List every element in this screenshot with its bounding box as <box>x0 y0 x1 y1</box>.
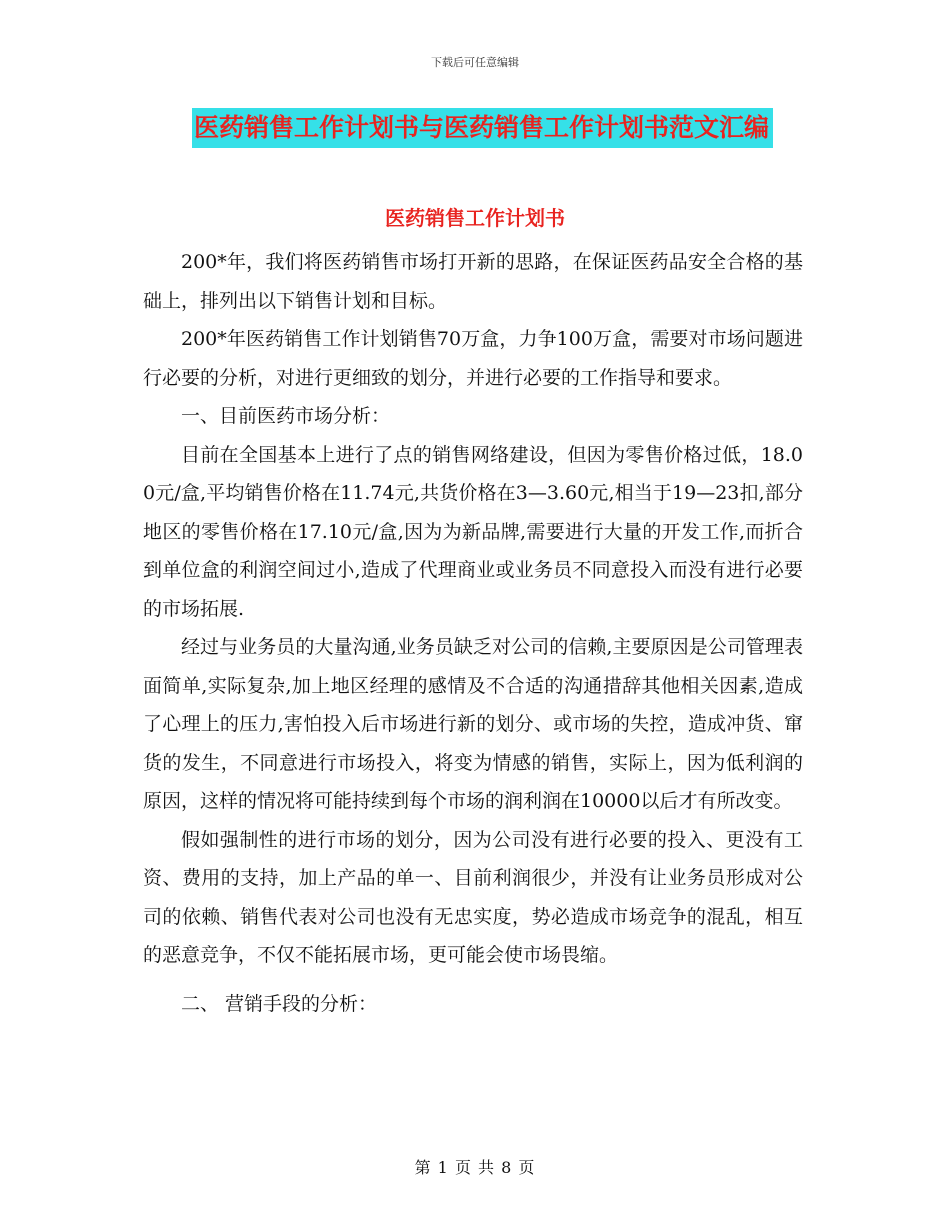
document-title: 医药销售工作计划书与医药销售工作计划书范文汇编 <box>192 108 773 148</box>
paragraph: 200*年，我们将医药销售市场打开新的思路，在保证医药品安全合格的基础上，排列出以下销售计划和目标。 <box>143 251 803 312</box>
header-note: 下载后可任意编辑 <box>431 56 519 69</box>
paragraph: 假如强制性的进行市场的划分，因为公司没有进行必要的投入、更没有工资、费用的支持，加上产品的单一、目前利润很少，并没有让业务员形成对公司的依赖、销售代表对公司也没有无忠实度，势必造成市场竞争的混乱，相互的恶意竞争，不仅不能拓展市场，更可能会使市场畏缩。 <box>143 828 803 966</box>
section-title: 医药销售工作计划书 <box>385 206 565 230</box>
paragraph: 经过与业务员的大量沟通,业务员缺乏对公司的信赖,主要原因是公司管理表面简单,实际复杂,加上地区经理的感情及不合适的沟通措辞其他相关因素,造成了心理上的压力,害怕投入后市场进行新的划分、或市场的失控，造成冲货、窜货的发生，不同意进行市场投入，将变为情感的销售，实际上，因为低利润的原因，这样的情况将可能持续到每个市场的润利润在10000以后才有所改变。 <box>143 636 803 812</box>
paragraph: 一、目前医药市场分析： <box>181 405 391 427</box>
page-number: 第 1 页 共 8 页 <box>414 1158 536 1177</box>
document-body <box>143 243 803 1023</box>
paragraph: 目前在全国基本上进行了点的销售网络建设，但因为零售价格过低，18.00元/盒,平均销售价格在11.74元,共货价格在3—3.60元,相当于19—23扣,部分地区的零售价格在17.10元/盒,因为为新品牌,需要进行大量的开发工作,而折合到单位盒的利润空间过小,造成了代理商业或业务员不同意投入而没有进行必要的市场拓展. <box>143 443 803 620</box>
paragraph: 二、 营销手段的分析： <box>181 992 378 1015</box>
paragraph: 200*年医药销售工作计划销售70万盒，力争100万盒，需要对市场问题进行必要的分析，对进行更细致的划分，并进行必要的工作指导和要求。 <box>143 328 803 389</box>
